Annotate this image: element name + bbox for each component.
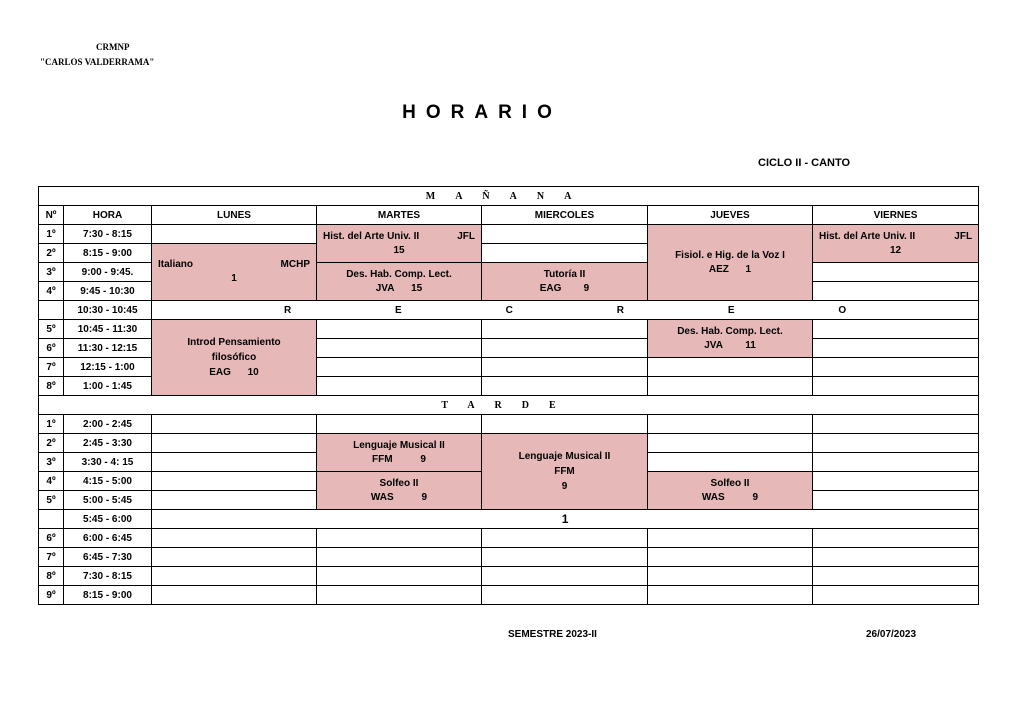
empty-cell [152, 548, 317, 567]
empty-cell [317, 586, 482, 605]
empty-cell [648, 586, 813, 605]
class-room: 11 [745, 339, 756, 351]
class-miercoles-lenguaje [482, 434, 648, 510]
empty-cell [482, 358, 648, 377]
empty-cell [648, 434, 813, 453]
empty-cell [152, 434, 317, 453]
empty-cell [152, 415, 317, 434]
row-time: 7:30 - 8:15 [64, 225, 152, 244]
table-row [39, 320, 979, 339]
empty-cell [813, 586, 979, 605]
empty-cell [317, 548, 482, 567]
empty-cell [152, 225, 317, 244]
class-room: 10 [247, 367, 259, 378]
recess-letter: O [838, 304, 847, 316]
class-name: Lenguaje Musical II [353, 439, 445, 451]
row-time: 1:00 - 1:45 [64, 377, 152, 396]
section-morning: MAÑANA [39, 187, 979, 206]
empty-cell [317, 415, 482, 434]
empty-cell [813, 567, 979, 586]
class-miercoles-tutoria [482, 263, 648, 301]
empty-cell [648, 377, 813, 396]
class-name: Solfeo II [379, 477, 419, 489]
empty-cell [317, 529, 482, 548]
empty-cell [482, 415, 648, 434]
class-teacher: JVA [375, 282, 395, 294]
class-teacher: JFL [457, 230, 475, 242]
table-row [39, 548, 979, 567]
row-time: 7:30 - 8:15 [64, 567, 152, 586]
row-time: 2:00 - 2:45 [64, 415, 152, 434]
row-time: 9:45 - 10:30 [64, 282, 152, 301]
class-room: 1 [745, 263, 752, 275]
class-teacher: EAG [209, 367, 231, 378]
class-name: Solfeo II [710, 477, 750, 489]
class-name: Tutoría II [543, 268, 586, 280]
empty-cell [482, 548, 648, 567]
class-teacher: AEZ [708, 263, 729, 275]
class-martes-solfeo [317, 472, 482, 510]
empty-cell [813, 415, 979, 434]
row-time: 10:45 - 11:30 [64, 320, 152, 339]
class-name: Des. Hab. Comp. Lect. [677, 325, 783, 337]
empty-cell [482, 339, 648, 358]
empty-cell [813, 529, 979, 548]
empty-cell [648, 358, 813, 377]
col-monday: LUNES [152, 206, 317, 225]
col-tuesday: MARTES [317, 206, 482, 225]
empty-cell [482, 586, 648, 605]
row-time: 5:00 - 5:45 [64, 491, 152, 510]
empty-cell [152, 567, 317, 586]
class-jueves-fisiol [648, 225, 813, 301]
row-number: 3º [39, 263, 64, 282]
class-teacher: WAS [701, 491, 725, 503]
empty-cell [813, 339, 979, 358]
empty-cell [482, 567, 648, 586]
class-room: 15 [411, 282, 423, 294]
col-number: Nº [39, 206, 64, 225]
empty-cell [648, 415, 813, 434]
class-teacher: MCHP [280, 259, 310, 270]
empty-cell [813, 472, 979, 491]
row-time: 9:00 - 9:45. [64, 263, 152, 282]
empty-cell [152, 453, 317, 472]
row-time: 10:30 - 10:45 [64, 301, 152, 320]
class-teacher: JVA [704, 339, 723, 351]
class-name: Fisiol. e Hig. de la Voz I [675, 249, 785, 261]
class-room: 9 [561, 481, 568, 492]
row-number: 5º [39, 491, 64, 510]
empty-cell [648, 567, 813, 586]
row-number [39, 510, 64, 529]
table-row [39, 225, 979, 244]
class-martes-hist [317, 225, 482, 263]
schedule-table [38, 186, 979, 605]
row-number: 4º [39, 282, 64, 301]
row-time: 6:45 - 7:30 [64, 548, 152, 567]
institution-acronym: CRMNP [96, 42, 130, 52]
col-time: HORA [64, 206, 152, 225]
empty-cell [482, 529, 648, 548]
row-number: 7º [39, 358, 64, 377]
row-number: 5º [39, 320, 64, 339]
row-number [39, 301, 64, 320]
empty-cell [813, 453, 979, 472]
class-name: Hist. del Arte Univ. II [323, 230, 420, 242]
row-number: 3º [39, 453, 64, 472]
class-jueves-deshab [648, 320, 813, 358]
empty-cell [152, 586, 317, 605]
class-martes-lenguaje [317, 434, 482, 472]
col-friday: VIERNES [813, 206, 979, 225]
row-time: 12:15 - 1:00 [64, 358, 152, 377]
empty-cell [482, 377, 648, 396]
class-teacher: EAG [539, 282, 562, 294]
empty-cell [317, 320, 482, 339]
empty-cell [317, 358, 482, 377]
class-teacher: WAS [370, 491, 394, 503]
recess-letter: C [505, 304, 513, 316]
class-name: Des. Hab. Comp. Lect. [346, 268, 452, 280]
column-header-row [39, 206, 979, 225]
class-room: 9 [420, 453, 426, 465]
row-number: 4º [39, 472, 64, 491]
section-afternoon: TARDE [39, 396, 979, 415]
row-number: 1º [39, 225, 64, 244]
empty-cell [813, 320, 979, 339]
row-number: 8º [39, 567, 64, 586]
row-number: 6º [39, 529, 64, 548]
empty-cell [152, 472, 317, 491]
empty-cell [648, 453, 813, 472]
empty-cell [813, 548, 979, 567]
row-number: 8º [39, 377, 64, 396]
row-time: 8:15 - 9:00 [64, 586, 152, 605]
row-time: 8:15 - 9:00 [64, 244, 152, 263]
class-room: 9 [421, 491, 428, 503]
col-wednesday: MIERCOLES [482, 206, 648, 225]
empty-cell [152, 491, 317, 510]
class-teacher: FFM [554, 466, 575, 477]
class-teacher: JFL [954, 230, 973, 242]
semester-label: SEMESTRE 2023-II [508, 629, 597, 640]
empty-cell [317, 339, 482, 358]
empty-cell [482, 320, 648, 339]
row-time: 3:30 - 4: 15 [64, 453, 152, 472]
empty-cell [813, 491, 979, 510]
row-time: 4:15 - 5:00 [64, 472, 152, 491]
class-room: 9 [752, 491, 759, 503]
class-name: Introd Pensamiento [187, 337, 281, 348]
class-name: Italiano [158, 259, 194, 270]
class-room: 1 [231, 273, 237, 284]
table-row [39, 415, 979, 434]
document-date: 26/07/2023 [866, 629, 917, 640]
row-number: 6º [39, 339, 64, 358]
empty-cell [813, 263, 979, 282]
class-room: 15 [393, 244, 405, 256]
recess-letter: E [727, 304, 735, 316]
empty-cell [813, 282, 979, 301]
row-time: 5:45 - 6:00 [64, 510, 152, 529]
row-number: 2º [39, 434, 64, 453]
class-name: Lenguaje Musical II [518, 451, 611, 462]
empty-cell [482, 244, 648, 263]
class-lunes-italiano [152, 244, 317, 301]
row-number: 7º [39, 548, 64, 567]
class-room: 12 [889, 244, 902, 256]
table-row [39, 529, 979, 548]
table-row [39, 567, 979, 586]
row-number: 2º [39, 244, 64, 263]
row-number: 1º [39, 415, 64, 434]
class-teacher: FFM [372, 453, 393, 465]
break-label: 1 [152, 510, 979, 529]
empty-cell [317, 567, 482, 586]
empty-cell [813, 377, 979, 396]
col-thursday: JUEVES [648, 206, 813, 225]
table-row [39, 434, 979, 453]
empty-cell [317, 377, 482, 396]
class-martes-deshab [317, 263, 482, 301]
empty-cell [648, 548, 813, 567]
class-name: Hist. del Arte Univ. II [819, 230, 916, 242]
institution-name: "CARLOS VALDERRAMA" [40, 57, 155, 67]
row-number: 9º [39, 586, 64, 605]
recess-letter: R [283, 304, 292, 316]
class-viernes-hist [813, 225, 979, 263]
recess-label [152, 301, 979, 320]
empty-cell [648, 529, 813, 548]
row-time: 2:45 - 3:30 [64, 434, 152, 453]
empty-cell [152, 529, 317, 548]
class-jueves-solfeo [648, 472, 813, 510]
cycle-label: CICLO II - CANTO [758, 157, 851, 169]
empty-cell [813, 434, 979, 453]
empty-cell [813, 358, 979, 377]
recess-row [39, 301, 979, 320]
class-room: 9 [583, 282, 590, 294]
break-row [39, 510, 979, 529]
page-title: HORARIO [402, 102, 562, 123]
class-name-cont: filosófico [211, 352, 257, 363]
class-lunes-introd [152, 320, 317, 396]
recess-letter: R [616, 304, 624, 316]
row-time: 11:30 - 12:15 [64, 339, 152, 358]
recess-letter: E [395, 304, 402, 316]
empty-cell [482, 225, 648, 244]
row-time: 6:00 - 6:45 [64, 529, 152, 548]
table-row [39, 586, 979, 605]
